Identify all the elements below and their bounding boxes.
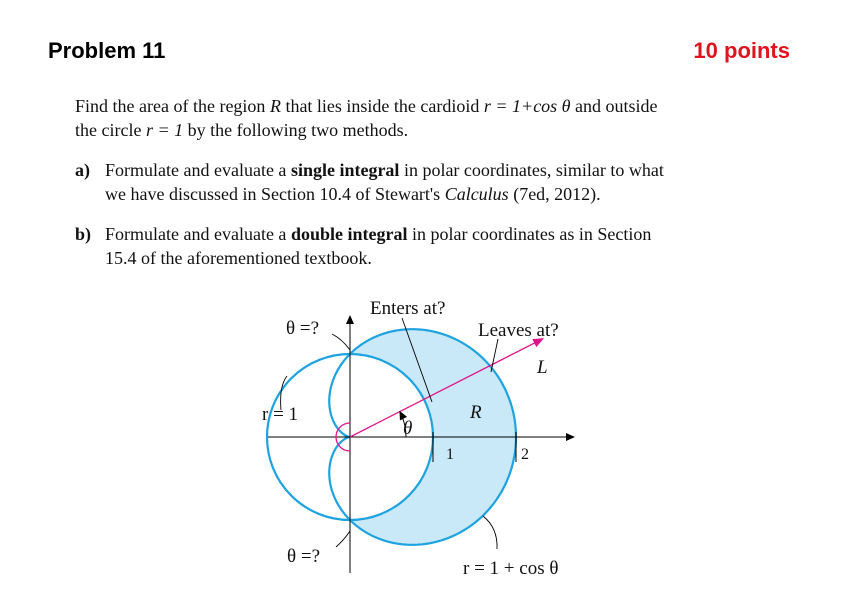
leaves-leader-line xyxy=(491,339,498,372)
tick-label-1: 1 xyxy=(446,446,454,463)
theta-bottom-leader xyxy=(336,531,350,547)
region-label: R xyxy=(470,402,482,423)
cardioid-leader xyxy=(483,516,497,549)
problem-title: Problem 11 xyxy=(48,38,166,63)
part-b-text: in polar coordinates as in Section xyxy=(407,224,652,244)
part-b-label: b) xyxy=(75,224,92,244)
ray-label: L xyxy=(537,357,548,378)
enters-label: Enters at? xyxy=(370,298,446,319)
part-b-text: Formulate and evaluate a xyxy=(105,224,291,244)
part-a-label: a) xyxy=(75,160,90,180)
leaves-label: Leaves at? xyxy=(478,320,559,341)
cardioid-equation: r = 1+cos θ xyxy=(483,96,571,116)
part-a-text: in polar coordinates, similar to what xyxy=(399,160,664,180)
tick-label-2: 2 xyxy=(521,446,529,463)
part-b-emphasis: double integral xyxy=(290,224,408,244)
theta-top-leader xyxy=(332,334,350,350)
cardioid-label: r = 1 + cos θ xyxy=(463,558,559,579)
circle-equation: r = 1 xyxy=(145,120,184,140)
intro-text: and outside xyxy=(570,96,658,116)
circle-label: r = 1 xyxy=(262,404,299,425)
problem-points: 10 points xyxy=(693,38,790,63)
intro-text: that lies inside the cardioid xyxy=(280,96,484,116)
region-symbol: R xyxy=(269,96,281,116)
intro-text: by the following two methods. xyxy=(183,120,409,140)
part-a-text: we have discussed in Section 10.4 of Stewart's xyxy=(105,184,445,204)
book-title: Calculus xyxy=(444,184,509,204)
part-a-text: Formulate and evaluate a xyxy=(105,160,291,180)
part-a-text: (7ed, 2012). xyxy=(508,184,601,204)
theta-top-label: θ =? xyxy=(286,318,319,339)
intro-text: the circle xyxy=(75,120,146,140)
part-b-text: 15.4 of the aforementioned textbook. xyxy=(105,248,372,268)
part-a-emphasis: single integral xyxy=(290,160,400,180)
intro-text: Find the area of the region xyxy=(75,96,270,116)
theta-bottom-label: θ =? xyxy=(287,546,320,567)
angle-label: θ xyxy=(403,418,413,439)
